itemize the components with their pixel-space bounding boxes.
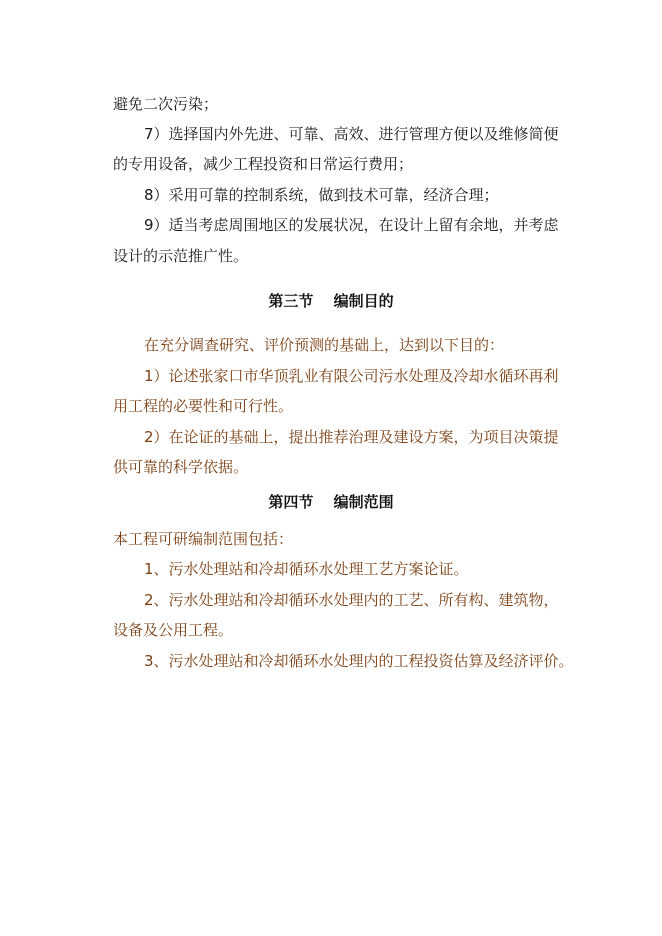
- list-item-line: 1、污水处理站和冷却循环水处理工艺方案论证。: [144, 560, 469, 578]
- paragraph-line: 在充分调查研究、评价预测的基础上，达到以下目的：: [144, 336, 505, 354]
- paragraph-line: 9）适当考虑周围地区的发展状况，在设计上留有余地，并考虑: [144, 216, 559, 234]
- paragraph-line: 设计的示范推广性。: [113, 247, 249, 265]
- list-item-line: 设备及公用工程。: [113, 621, 234, 639]
- list-item-line: 2、污水处理站和冷却循环水处理内的工艺、所有构、建筑物，: [144, 591, 559, 609]
- paragraph-line: 本工程可研编制范围包括：: [113, 530, 294, 548]
- section-heading: 第三节 编制目的: [268, 292, 394, 310]
- section-heading: 第四节 编制范围: [268, 493, 394, 511]
- list-item-line: 供可靠的科学依据。: [113, 458, 249, 476]
- list-item-line: 用工程的必要性和可行性。: [113, 397, 294, 415]
- list-item-line: 1）论述张家口市华顶乳业有限公司污水处理及冷却水循环再利: [144, 367, 559, 385]
- paragraph-line: 7）选择国内外先进、可靠、高效、进行管理方便以及维修简便: [144, 125, 559, 143]
- list-item-line: 3、污水处理站和冷却循环水处理内的工程投资估算及经济评价。: [144, 652, 574, 670]
- paragraph-line: 避免二次污染；: [113, 95, 219, 113]
- list-item-line: 2）在论证的基础上，提出推荐治理及建设方案，为项目决策提: [144, 428, 559, 446]
- paragraph-line: 的专用设备，减少工程投资和日常运行费用；: [113, 155, 414, 173]
- paragraph-line: 8）采用可靠的控制系统，做到技术可靠，经济合理；: [144, 186, 499, 204]
